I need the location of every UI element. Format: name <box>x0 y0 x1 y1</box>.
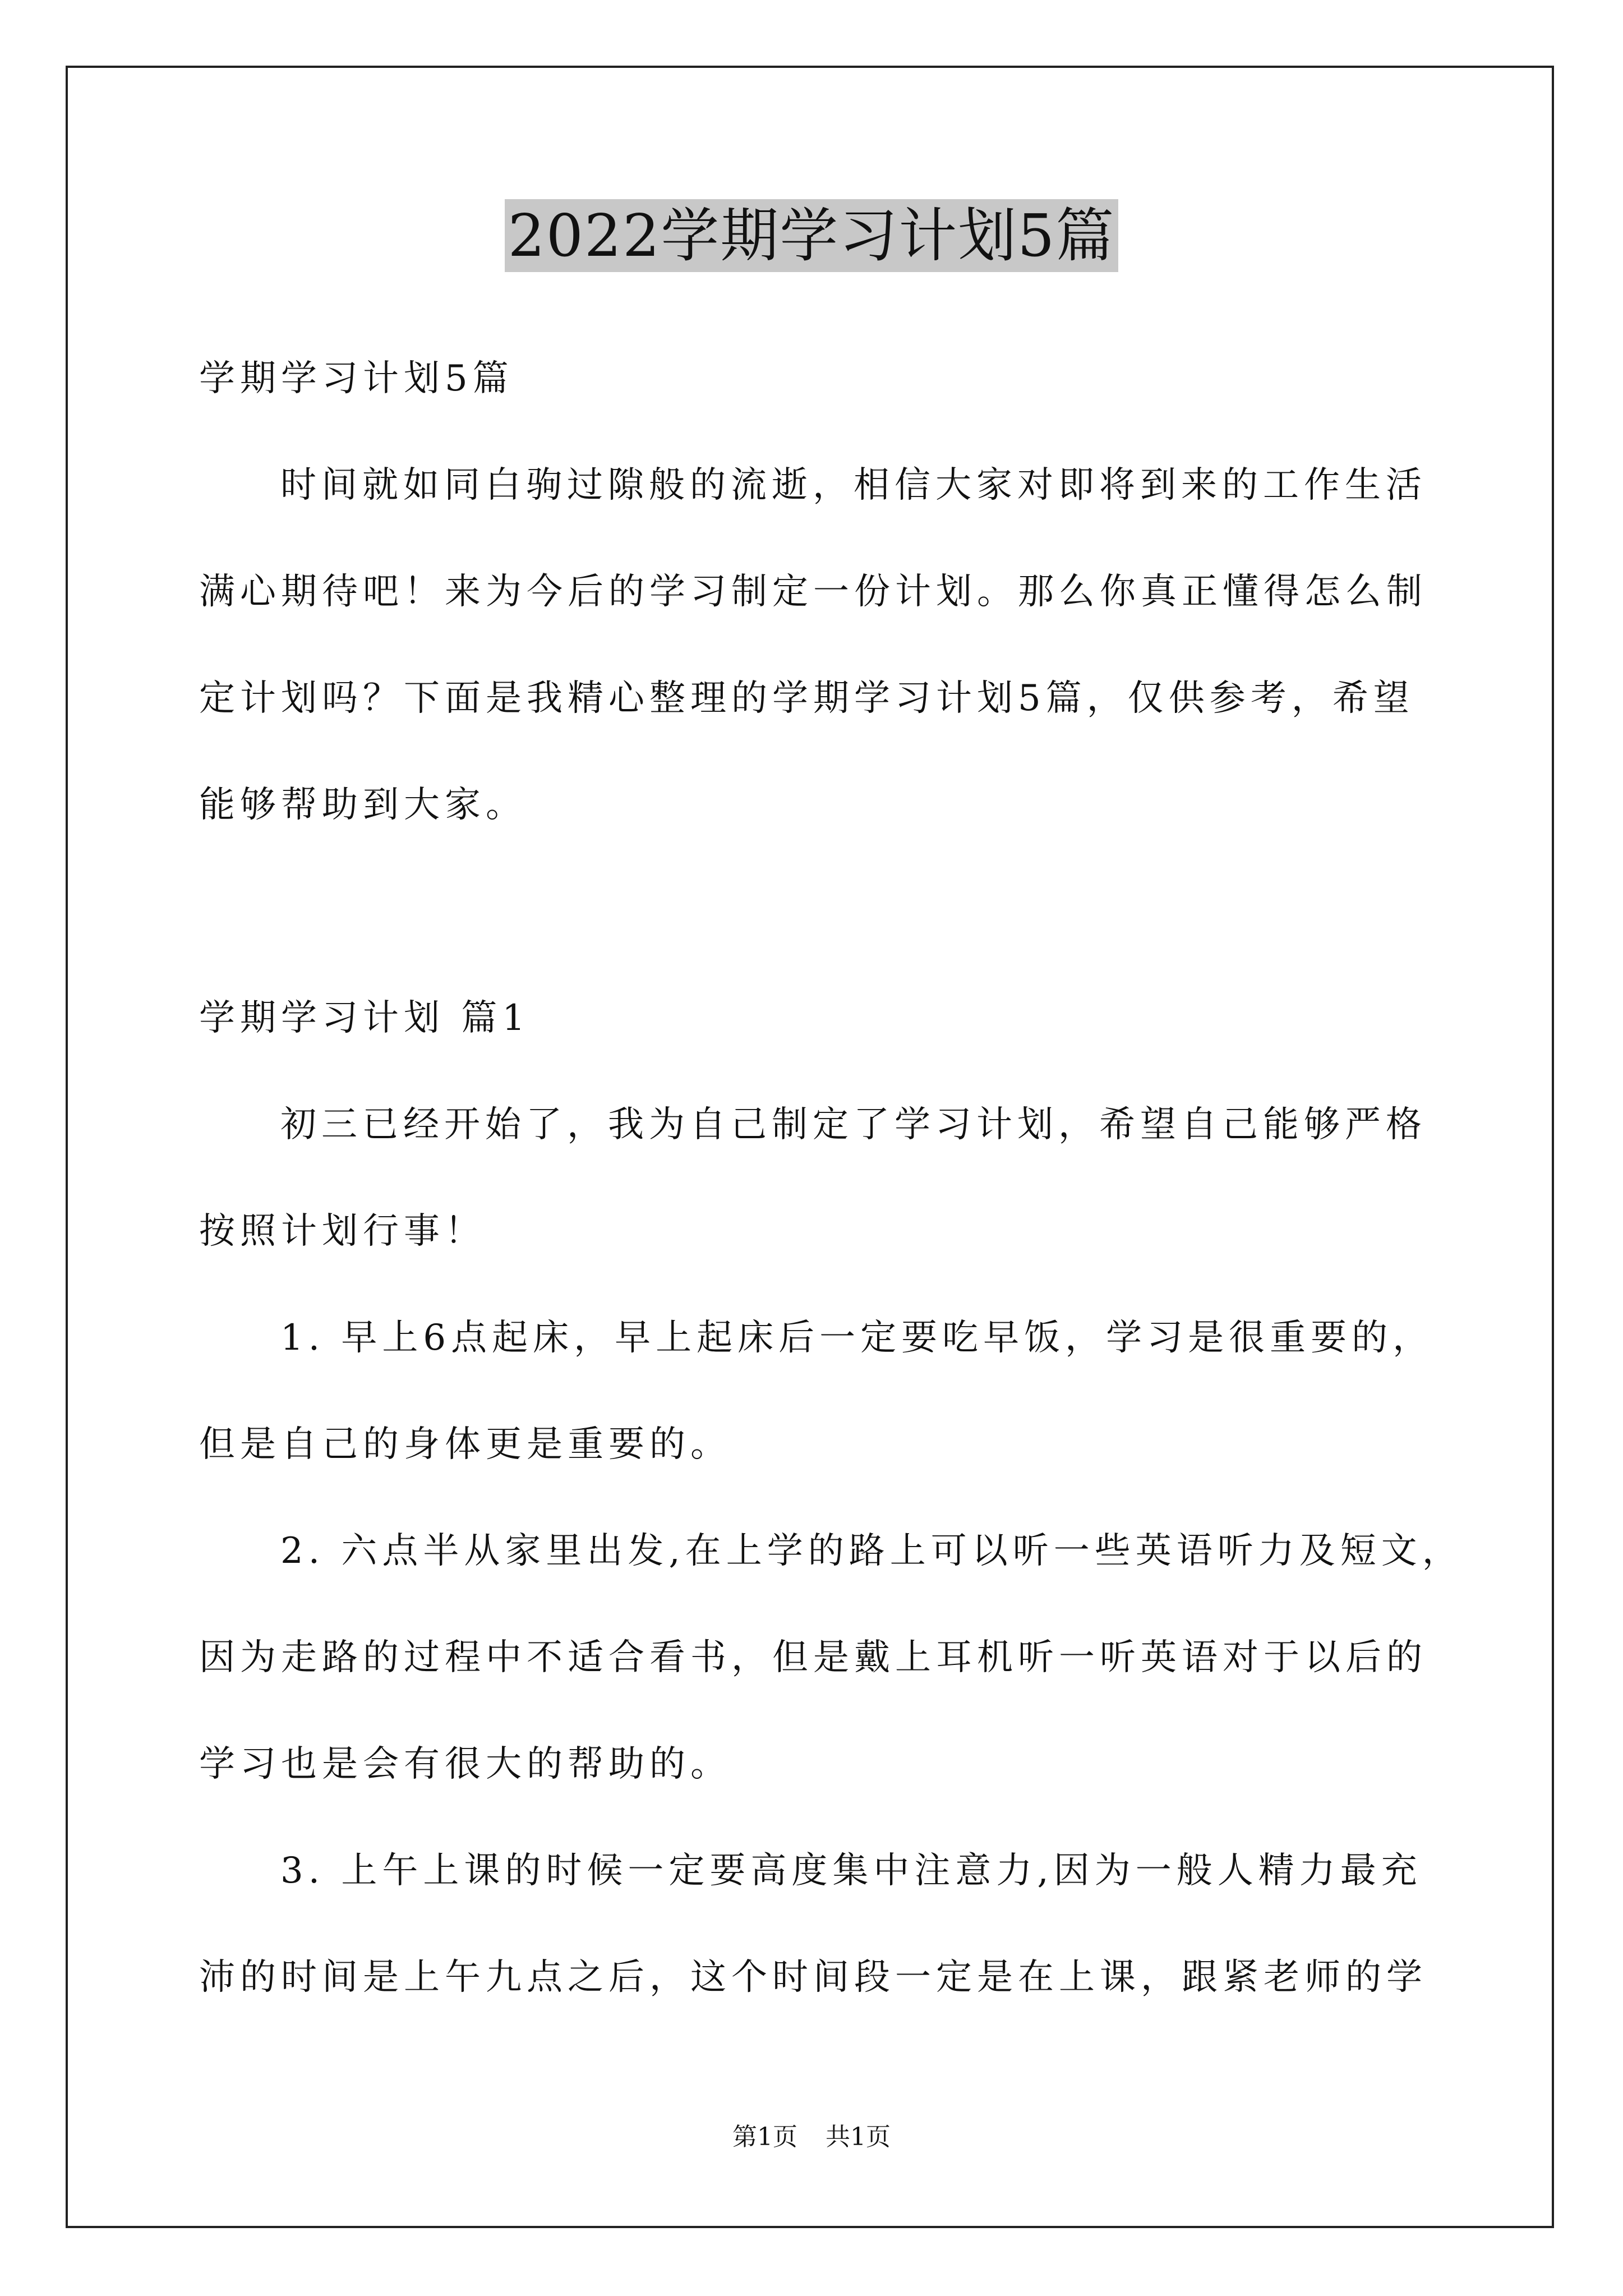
paragraph-line: 满心期待吧！来为今后的学习制定一份计划。那么你真正懂得怎么制 <box>199 571 1427 613</box>
page-footer <box>0 2120 1623 2154</box>
title-container <box>0 199 1623 272</box>
list-item-line: 1. 早上6点起床，早上起床后一定要吃早饭，学习是很重要的， <box>280 1317 1434 1359</box>
page-total: 共1页 <box>826 2123 891 2151</box>
paragraph-line: 时间就如同白驹过隙般的流逝，相信大家对即将到来的工作生活 <box>280 464 1427 506</box>
document-title: 2022学期学习计划5篇 <box>505 199 1119 272</box>
list-item-line: 2. 六点半从家里出发,在上学的路上可以听一些英语听力及短文， <box>280 1530 1463 1572</box>
list-item-line: 但是自己的身体更是重要的。 <box>199 1424 731 1465</box>
list-item-line: 因为走路的过程中不适合看书，但是戴上耳机听一听英语对于以后的 <box>199 1637 1427 1678</box>
list-item-line: 3. 上午上课的时候一定要高度集中注意力,因为一般人精力最充 <box>280 1850 1422 1892</box>
subtitle-line: 学期学习计划5篇 <box>199 358 514 399</box>
paragraph-line: 按照计划行事！ <box>199 1211 486 1252</box>
paragraph-line: 定计划吗？下面是我精心整理的学期学习计划5篇，仅供参考，希望 <box>199 678 1414 719</box>
section-heading: 学期学习计划 篇1 <box>199 997 531 1039</box>
list-item-line: 沛的时间是上午九点之后，这个时间段一定是在上课，跟紧老师的学 <box>199 1957 1427 1998</box>
list-item-line: 学习也是会有很大的帮助的。 <box>199 1743 731 1785</box>
paragraph-line: 能够帮助到大家。 <box>199 784 527 826</box>
paragraph-line: 初三已经开始了，我为自己制定了学习计划，希望自己能够严格 <box>280 1104 1427 1145</box>
page-number: 第1页 <box>732 2123 797 2151</box>
